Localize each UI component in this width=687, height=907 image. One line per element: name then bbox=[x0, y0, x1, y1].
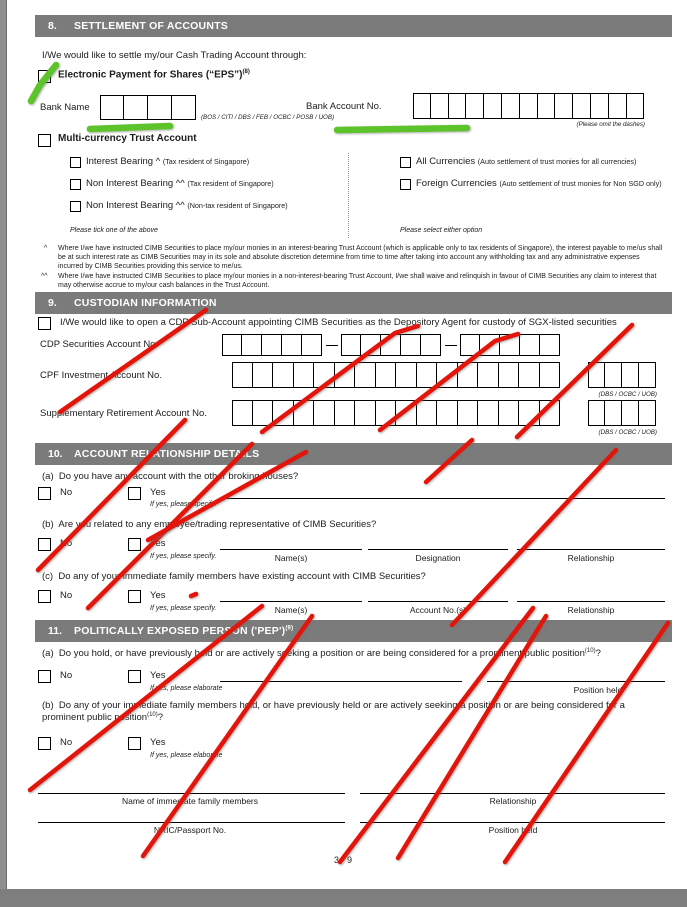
box-cell[interactable] bbox=[480, 334, 500, 356]
box-cell[interactable] bbox=[639, 400, 656, 426]
box-cell[interactable] bbox=[148, 95, 172, 120]
section-9-title: CUSTODIAN INFORMATION bbox=[74, 297, 217, 309]
foreign-currencies-checkbox[interactable] bbox=[400, 179, 411, 190]
box-cell[interactable] bbox=[573, 93, 591, 119]
footnote-2-marker: ^^ bbox=[41, 273, 48, 280]
box-cell[interactable] bbox=[466, 93, 484, 119]
box-cell[interactable] bbox=[232, 362, 253, 388]
box-cell[interactable] bbox=[499, 362, 520, 388]
family-position-label: Position held bbox=[488, 825, 538, 835]
select-either-note: Please select either option bbox=[400, 227, 483, 234]
box-cell[interactable] bbox=[555, 93, 573, 119]
cdp-dash-1 bbox=[326, 345, 338, 346]
q10a-no-label: No bbox=[60, 487, 73, 498]
box-cell[interactable] bbox=[540, 362, 561, 388]
q10b-specify-note: If yes, please specify. bbox=[150, 553, 217, 560]
box-cell[interactable] bbox=[413, 93, 431, 119]
family-name-field[interactable] bbox=[38, 780, 345, 794]
q11a-no-checkbox[interactable] bbox=[38, 670, 51, 683]
box-cell[interactable] bbox=[273, 400, 294, 426]
footnote-1-text: Where I/we have instructed CIMB Securities to place my/our monies in an interest-bearing Trust Account (which is applicable only to tax residents of Singapore), the interest payable to me/us shall be at such interest rate as CIMB Securities may in its sole and absolute discretion determine from time to time after taking into account any withholding tax and any administrative expenses incurred by CIMB Securities providing this service to me/us. bbox=[58, 245, 663, 271]
cdp-account-boxes-group3[interactable] bbox=[460, 334, 560, 356]
q10c-account-label: Account No.(s) bbox=[409, 605, 467, 615]
q11a-yes-label: Yes bbox=[150, 670, 166, 681]
q11a-position-field[interactable] bbox=[487, 668, 665, 682]
box-cell[interactable] bbox=[335, 400, 356, 426]
cpf-bank-code-boxes[interactable] bbox=[588, 362, 656, 388]
all-currencies-label: All Currencies (Auto settlement of trust monies for all currencies) bbox=[416, 156, 637, 167]
red-pen-dot bbox=[191, 594, 196, 596]
bank-account-label: Bank Account No. bbox=[306, 101, 382, 112]
bank-name-label: Bank Name bbox=[40, 102, 90, 113]
q11b-no-label: No bbox=[60, 737, 73, 748]
box-cell[interactable] bbox=[355, 400, 376, 426]
tick-one-note: Please tick one of the above bbox=[70, 227, 158, 234]
box-cell[interactable] bbox=[253, 362, 274, 388]
box-cell[interactable] bbox=[381, 334, 401, 356]
q10a-specify-note: If yes, please specify. bbox=[150, 501, 217, 508]
multi-currency-checkbox[interactable] bbox=[38, 134, 51, 147]
section-10-number: 10. bbox=[48, 448, 63, 460]
q10c-yes-checkbox[interactable] bbox=[128, 590, 141, 603]
section-10-header bbox=[35, 443, 672, 465]
section-8-header bbox=[35, 15, 672, 37]
next-section-bar bbox=[0, 889, 687, 907]
srs-bank-code-hint: (DBS / OCBC / UOB) bbox=[598, 429, 657, 436]
box-cell[interactable] bbox=[458, 400, 479, 426]
q10b-yes-checkbox[interactable] bbox=[128, 538, 141, 551]
all-currencies-checkbox[interactable] bbox=[400, 157, 411, 168]
q11b-yes-checkbox[interactable] bbox=[128, 737, 141, 750]
box-cell[interactable] bbox=[417, 400, 438, 426]
section-8-number: 8. bbox=[48, 20, 57, 32]
srs-account-label: Supplementary Retirement Account No. bbox=[40, 408, 207, 419]
cpf-bank-code-hint: (DBS / OCBC / UOB) bbox=[598, 391, 657, 398]
q11a-position-held-label: Position held bbox=[573, 685, 623, 695]
q10c-relationship-field[interactable] bbox=[517, 588, 665, 602]
q10a-yes-checkbox[interactable] bbox=[128, 487, 141, 500]
options-divider bbox=[348, 153, 349, 238]
section-11-header bbox=[35, 620, 672, 642]
q10c-relationship-label: Relationship bbox=[567, 605, 615, 615]
box-cell[interactable] bbox=[458, 362, 479, 388]
footnote-1-marker: ^ bbox=[44, 245, 48, 252]
box-cell[interactable] bbox=[314, 362, 335, 388]
q10a-text: (a) Do you have any account with the other broking houses? bbox=[42, 471, 299, 482]
bank-name-boxes[interactable] bbox=[100, 95, 196, 120]
non-interest-bearing-nontax-label: Non Interest Bearing ^^ (Non-tax resident of Singapore) bbox=[86, 200, 288, 211]
box-cell[interactable] bbox=[449, 93, 467, 119]
family-name-label: Name of immediate family members bbox=[121, 796, 259, 806]
interest-bearing-checkbox[interactable] bbox=[70, 157, 81, 168]
q10b-names-label: Name(s) bbox=[274, 553, 308, 563]
q11a-elaborate-note: If yes, please elaborate bbox=[150, 685, 223, 692]
section-11-number: 11. bbox=[48, 625, 63, 637]
srs-account-boxes[interactable] bbox=[232, 400, 560, 426]
eps-checkbox[interactable] bbox=[38, 70, 51, 83]
section-9-header bbox=[35, 292, 672, 314]
box-cell[interactable] bbox=[314, 400, 335, 426]
box-cell[interactable] bbox=[376, 400, 397, 426]
section-11-title: POLITICALLY EXPOSED PERSON $('PEP')^{(9)}$ bbox=[74, 625, 294, 637]
box-cell[interactable] bbox=[421, 334, 441, 356]
box-cell[interactable] bbox=[294, 400, 315, 426]
box-cell[interactable] bbox=[302, 334, 322, 356]
box-cell[interactable] bbox=[222, 334, 242, 356]
family-nric-label: NRIC/Passport No. bbox=[153, 825, 227, 835]
family-relationship-field[interactable] bbox=[360, 780, 665, 794]
q10a-yes-label: Yes bbox=[150, 487, 166, 498]
q10c-names-field[interactable] bbox=[220, 588, 362, 602]
cdp-subaccount-checkbox[interactable] bbox=[38, 317, 51, 330]
box-cell[interactable] bbox=[341, 334, 361, 356]
section-9-number: 9. bbox=[48, 297, 57, 309]
q10b-text: (b) Are you related to any employee/trading representative of CIMB Securities? bbox=[42, 519, 377, 530]
box-cell[interactable] bbox=[100, 95, 124, 120]
q10b-designation-label: Designation bbox=[415, 553, 461, 563]
box-cell[interactable] bbox=[478, 362, 499, 388]
box-cell[interactable] bbox=[540, 400, 561, 426]
q10a-specify-field[interactable] bbox=[220, 485, 665, 499]
q10b-no-label: No bbox=[60, 538, 73, 549]
box-cell[interactable] bbox=[588, 362, 605, 388]
box-cell[interactable] bbox=[538, 93, 556, 119]
q10c-no-label: No bbox=[60, 590, 73, 601]
box-cell[interactable] bbox=[437, 362, 458, 388]
q10a-no-checkbox[interactable] bbox=[38, 487, 51, 500]
box-cell[interactable] bbox=[242, 334, 262, 356]
box-cell[interactable] bbox=[627, 93, 645, 119]
green-pen-mark bbox=[337, 128, 467, 130]
box-cell[interactable] bbox=[124, 95, 148, 120]
family-nric-field[interactable] bbox=[38, 809, 345, 823]
box-cell[interactable] bbox=[500, 334, 520, 356]
eps-footnote-sup: (8) bbox=[242, 69, 250, 75]
box-cell[interactable] bbox=[588, 400, 605, 426]
box-cell[interactable] bbox=[605, 400, 622, 426]
box-cell[interactable] bbox=[361, 334, 381, 356]
box-cell[interactable] bbox=[605, 362, 622, 388]
q11a-elaborate-field[interactable] bbox=[220, 668, 462, 682]
box-cell[interactable] bbox=[253, 400, 274, 426]
box-cell[interactable] bbox=[609, 93, 627, 119]
page-number: 3 - 9 bbox=[333, 855, 353, 865]
foreign-currencies-label: Foreign Currencies (Auto settlement of trust monies for Non SGD only) bbox=[416, 178, 662, 189]
box-cell[interactable] bbox=[499, 400, 520, 426]
red-pen-stroke bbox=[340, 608, 533, 862]
q11b-no-checkbox[interactable] bbox=[38, 737, 51, 750]
green-pen-mark bbox=[90, 126, 170, 129]
q10c-account-field[interactable] bbox=[368, 588, 508, 602]
settlement-intro: I/We would like to settle my/our Cash Trading Account through: bbox=[42, 50, 307, 61]
box-cell[interactable] bbox=[417, 362, 438, 388]
cdp-dash-2 bbox=[445, 345, 457, 346]
box-cell[interactable] bbox=[520, 93, 538, 119]
q11a-yes-checkbox[interactable] bbox=[128, 670, 141, 683]
q11a-text: (a) Do you hold, or have previously held or are actively seeking a position or are being considered for a prominent public position$^{(10)}$? bbox=[42, 648, 601, 660]
box-cell[interactable] bbox=[335, 362, 356, 388]
box-cell[interactable] bbox=[519, 362, 540, 388]
box-cell[interactable] bbox=[396, 400, 417, 426]
q11b-elaborate-note: If yes, please elaborate bbox=[150, 752, 223, 759]
box-cell[interactable] bbox=[460, 334, 480, 356]
box-cell[interactable] bbox=[396, 362, 417, 388]
box-cell[interactable] bbox=[519, 400, 540, 426]
box-cell[interactable] bbox=[294, 362, 315, 388]
box-cell[interactable] bbox=[520, 334, 540, 356]
family-relationship-label: Relationship bbox=[489, 796, 537, 806]
family-position-field[interactable] bbox=[360, 809, 665, 823]
q10c-text: (c) Do any of your immediate family members have existing account with CIMB Securities? bbox=[42, 571, 426, 582]
cdp-account-label: CDP Securities Account No. bbox=[40, 339, 159, 350]
q10c-yes-label: Yes bbox=[150, 590, 166, 601]
cdp-account-boxes-group1[interactable] bbox=[222, 334, 322, 356]
non-interest-bearing-tax-checkbox[interactable] bbox=[70, 179, 81, 190]
srs-bank-code-boxes[interactable] bbox=[588, 400, 656, 426]
non-interest-bearing-tax-label: Non Interest Bearing ^^ (Tax resident of Singapore) bbox=[86, 178, 274, 189]
q10c-no-checkbox[interactable] bbox=[38, 590, 51, 603]
q10b-relationship-label: Relationship bbox=[567, 553, 615, 563]
box-cell[interactable] bbox=[355, 362, 376, 388]
section-10-title: ACCOUNT RELATIONSHIP DETAILS bbox=[74, 448, 260, 460]
box-cell[interactable] bbox=[591, 93, 609, 119]
box-cell[interactable] bbox=[232, 400, 253, 426]
box-cell[interactable] bbox=[172, 95, 196, 120]
non-interest-bearing-nontax-checkbox[interactable] bbox=[70, 201, 81, 212]
section-8-title: SETTLEMENT OF ACCOUNTS bbox=[74, 20, 228, 32]
cpf-account-label: CPF Investment Account No. bbox=[40, 370, 162, 381]
box-cell[interactable] bbox=[540, 334, 560, 356]
box-cell[interactable] bbox=[262, 334, 282, 356]
multi-currency-label: Multi-currency Trust Account bbox=[58, 133, 197, 144]
bank-name-hint: (BOS / CITI / DBS / FEB / OCBC / POSB / UOB) bbox=[201, 114, 335, 121]
box-cell[interactable] bbox=[622, 362, 639, 388]
box-cell[interactable] bbox=[273, 362, 294, 388]
q11b-yes-label: Yes bbox=[150, 737, 166, 748]
box-cell[interactable] bbox=[478, 400, 499, 426]
scan-left-border bbox=[0, 0, 7, 907]
q10c-names-label: Name(s) bbox=[274, 605, 308, 615]
eps-label: Electronic Payment for Shares (“EPS”)$^{(8)}$ bbox=[58, 69, 250, 81]
box-cell[interactable] bbox=[502, 93, 520, 119]
q11a-no-label: No bbox=[60, 670, 73, 681]
box-cell[interactable] bbox=[431, 93, 449, 119]
q10b-no-checkbox[interactable] bbox=[38, 538, 51, 551]
box-cell[interactable] bbox=[437, 400, 458, 426]
cdp-subaccount-label: I/We would like to open a CDP Sub-Account appointing CIMB Securities as the Depository Agent for custody of SGX-listed securities bbox=[60, 317, 617, 328]
box-cell[interactable] bbox=[401, 334, 421, 356]
bank-account-hint: (Please omit the dashes) bbox=[576, 121, 645, 128]
cdp-account-boxes-group2[interactable] bbox=[341, 334, 441, 356]
box-cell[interactable] bbox=[622, 400, 639, 426]
box-cell[interactable] bbox=[282, 334, 302, 356]
bank-account-boxes[interactable] bbox=[413, 93, 644, 119]
q10b-designation-field[interactable] bbox=[368, 536, 508, 550]
box-cell[interactable] bbox=[639, 362, 656, 388]
pep-footnote-sup: (9) bbox=[285, 625, 294, 632]
q10b-names-field[interactable] bbox=[220, 536, 362, 550]
q10c-specify-note: If yes, please specify. bbox=[150, 605, 217, 612]
q10b-relationship-field[interactable] bbox=[517, 536, 665, 550]
q10b-yes-label: Yes bbox=[150, 538, 166, 549]
cpf-account-boxes[interactable] bbox=[232, 362, 560, 388]
interest-bearing-label: Interest Bearing ^ (Tax resident of Singapore) bbox=[86, 156, 250, 167]
footnote-2-text: Where I/we have instructed CIMB Securities to place my/our monies in a non-interest-bearing Trust Account, I/we shall waive and relinquish in favour of CIMB Securities any claim to interest that may otherwise accrue to my/our cash balances in the Trust Account. bbox=[58, 273, 657, 290]
box-cell[interactable] bbox=[484, 93, 502, 119]
q11b-text: (b) Do any of your immediate family members hold, or have previously held or are actively seeking a position or are being considered for a prominent public position$^{(10)}$? bbox=[42, 700, 625, 724]
box-cell[interactable] bbox=[376, 362, 397, 388]
